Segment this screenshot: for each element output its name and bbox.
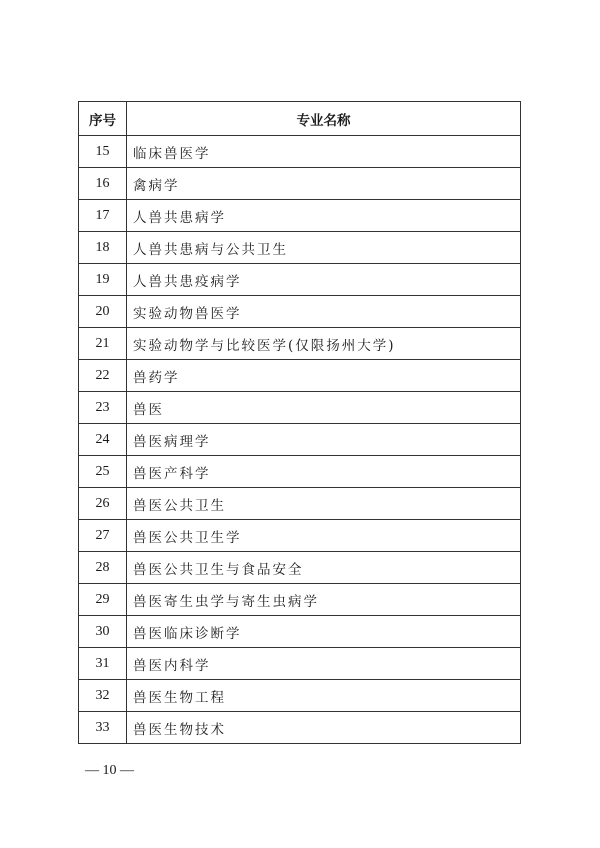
major-table <box>78 101 521 744</box>
table-row <box>79 232 521 264</box>
row-major-name: 兽医生物工程 <box>127 680 521 712</box>
row-seq: 19 <box>79 264 127 296</box>
row-seq: 15 <box>79 136 127 168</box>
row-major-name: 兽药学 <box>127 360 521 392</box>
table-row <box>79 168 521 200</box>
table-header-row <box>79 102 521 136</box>
table-row <box>79 328 521 360</box>
table-row <box>79 616 521 648</box>
row-seq: 17 <box>79 200 127 232</box>
header-name: 专业名称 <box>127 102 521 136</box>
table-row <box>79 296 521 328</box>
row-major-name: 兽医内科学 <box>127 648 521 680</box>
table-row <box>79 552 521 584</box>
table-row <box>79 264 521 296</box>
row-major-name: 兽医公共卫生 <box>127 488 521 520</box>
table-row <box>79 456 521 488</box>
table-row <box>79 488 521 520</box>
row-seq: 33 <box>79 712 127 744</box>
row-seq: 24 <box>79 424 127 456</box>
row-seq: 30 <box>79 616 127 648</box>
table-row <box>79 392 521 424</box>
page-number: — 10 — <box>85 763 134 778</box>
row-seq: 27 <box>79 520 127 552</box>
row-seq: 20 <box>79 296 127 328</box>
row-seq: 31 <box>79 648 127 680</box>
row-major-name: 人兽共患疫病学 <box>127 264 521 296</box>
row-seq: 32 <box>79 680 127 712</box>
row-major-name: 兽医公共卫生与食品安全 <box>127 552 521 584</box>
row-major-name: 兽医病理学 <box>127 424 521 456</box>
table-row <box>79 520 521 552</box>
row-seq: 29 <box>79 584 127 616</box>
table-row <box>79 680 521 712</box>
row-major-name: 实验动物兽医学 <box>127 296 521 328</box>
row-major-name: 兽医 <box>127 392 521 424</box>
table-row <box>79 136 521 168</box>
row-seq: 23 <box>79 392 127 424</box>
row-major-name: 人兽共患病与公共卫生 <box>127 232 521 264</box>
row-major-name: 禽病学 <box>127 168 521 200</box>
row-seq: 28 <box>79 552 127 584</box>
header-seq: 序号 <box>79 102 127 136</box>
row-seq: 18 <box>79 232 127 264</box>
row-major-name: 兽医产科学 <box>127 456 521 488</box>
row-major-name: 兽医公共卫生学 <box>127 520 521 552</box>
row-major-name: 兽医寄生虫学与寄生虫病学 <box>127 584 521 616</box>
row-seq: 25 <box>79 456 127 488</box>
row-major-name: 兽医临床诊断学 <box>127 616 521 648</box>
table-row <box>79 584 521 616</box>
table-row <box>79 424 521 456</box>
row-seq: 16 <box>79 168 127 200</box>
table-row <box>79 200 521 232</box>
row-seq: 21 <box>79 328 127 360</box>
row-major-name: 人兽共患病学 <box>127 200 521 232</box>
row-major-name: 临床兽医学 <box>127 136 521 168</box>
table-row <box>79 648 521 680</box>
table-body <box>79 136 521 744</box>
row-major-name: 实验动物学与比较医学(仅限扬州大学) <box>127 328 521 360</box>
table-row <box>79 712 521 744</box>
table-row <box>79 360 521 392</box>
row-seq: 26 <box>79 488 127 520</box>
row-seq: 22 <box>79 360 127 392</box>
row-major-name: 兽医生物技术 <box>127 712 521 744</box>
